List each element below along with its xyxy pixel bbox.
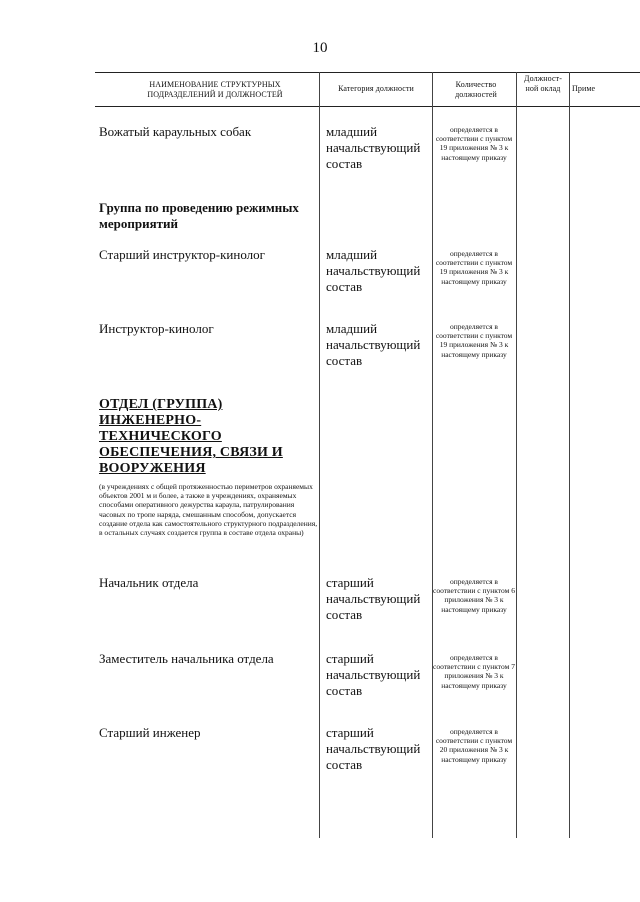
header-col-notes: Приме [572,84,596,93]
position-category: младший начальствующий состав [326,124,421,171]
position-category: младший начальствующий состав [326,247,421,294]
header-bottom-rule [95,106,640,107]
column-divider-1 [319,72,320,838]
position-category: младший начальствующий состав [326,321,421,368]
position-quantity: определяется в соответствии с пунктом 7 приложения № 3 к настоящему приказу [433,653,515,690]
header-top-rule [95,72,640,73]
position-quantity: определяется в соответствии с пунктом 20 приложения № 3 к настоящему приказу [435,727,513,764]
position-name: Старший инженер [99,725,201,740]
position-quantity: определяется в соответствии с пунктом 19 приложения № 3 к настоящему приказу [435,322,513,359]
position-category: старший начальствующий состав [326,725,421,772]
position-quantity: определяется в соответствии с пунктом 19 приложения № 3 к настоящему приказу [435,249,513,286]
header-col-quantity: Количество должностей [455,80,497,99]
position-category: старший начальствующий состав [326,575,421,622]
position-name: Вожатый караульных собак [99,124,252,139]
position-category: старший начальствующий состав [326,651,421,698]
header-col-category: Категория должности [338,84,414,93]
position-name: Старший инструктор-кинолог [99,247,265,262]
header-col-salary: Должност-ной оклад [524,74,562,93]
position-quantity: определяется в соответствии с пунктом 19 приложения № 3 к настоящему приказу [435,125,513,162]
column-divider-4 [569,72,570,838]
page-number: 10 [312,40,328,56]
department-note: (в учреждениях с общей протяженностью периметров охраняемых объектов 2001 м и более, а также в учреждениях, охраняемых способами оперативного дежурства караула, патрулирования часовых по тропе наряда, смешанным способом, допускается создание отдела как самостоятельного структурного подразделения, в остальных случаях создается группа в составе отдела охраны) [99,482,318,538]
column-divider-2 [432,72,433,838]
group-title: Группа по проведению режимных мероприятий [99,200,299,231]
position-name: Начальник отдела [99,575,199,590]
header-col-name: НАИМЕНОВАНИЕ СТРУКТУРНЫХ ПОДРАЗДЕЛЕНИЙ И ДОЛЖНОСТЕЙ [147,80,283,99]
position-name: Заместитель начальника отдела [99,651,274,666]
column-divider-3 [516,72,517,838]
position-quantity: определяется в соответствии с пунктом 6 приложения № 3 к настоящему приказу [433,577,515,614]
department-title: ОТДЕЛ (ГРУППА) ИНЖЕНЕРНО-ТЕХНИЧЕСКОГО ОБЕСПЕЧЕНИЯ, СВЯЗИ И ВООРУЖЕНИЯ [99,397,283,476]
position-name: Инструктор-кинолог [99,321,214,336]
